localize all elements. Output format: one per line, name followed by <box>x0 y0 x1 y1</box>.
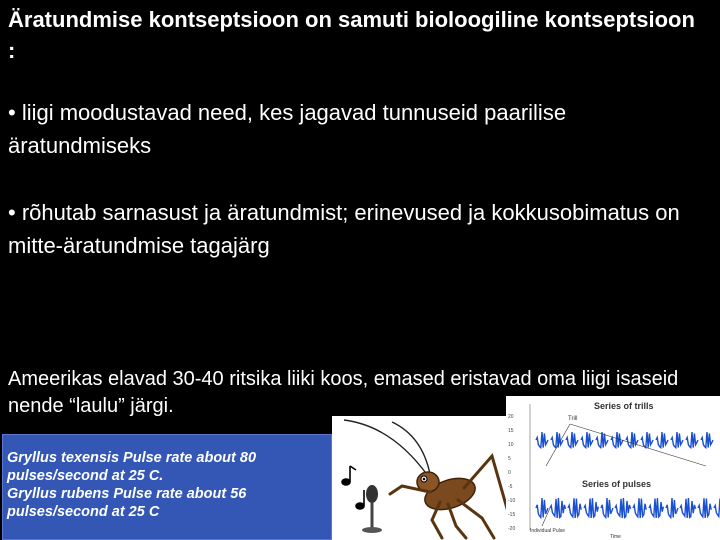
y-tick-label: 15 <box>508 428 514 434</box>
waveform-burst <box>686 432 698 448</box>
y-tick-label: 0 <box>508 470 511 476</box>
waveform-burst <box>671 432 683 448</box>
waveform-burst <box>536 498 548 518</box>
trill-label: Trill <box>568 416 578 422</box>
singing-cricket-illustration <box>332 416 514 540</box>
bullet-mate-recognition: • liigi moodustavad need, kes jagavad tunnuseid paarilise äratundmiseks <box>8 100 567 158</box>
waveform-burst <box>698 498 711 518</box>
y-tick-label: -5 <box>508 484 513 490</box>
song-waveform-graph <box>506 396 720 540</box>
cricket-note: Ameerikas elavad 30-40 ritsika liiki koos, emased eristavad oma liigi isaseid nende “laulu” järgi. <box>8 368 679 417</box>
pulse-waveform <box>536 498 720 518</box>
waveform-burst <box>701 432 713 448</box>
species-line: Gryllus texensis Pulse rate about 80 <box>7 450 257 466</box>
y-tick-label: 20 <box>508 414 514 420</box>
trill-waveform <box>536 432 713 448</box>
waveform-burst <box>596 432 608 448</box>
waveform-burst <box>680 498 696 518</box>
species-line: Gryllus rubens Pulse rate about 56 <box>7 486 247 502</box>
waveform-svg <box>506 396 720 540</box>
species-line: pulses/second at 25 C. <box>7 468 164 484</box>
waveform-burst <box>615 498 631 518</box>
music-note-icon <box>342 466 364 509</box>
y-tick-label: -20 <box>508 526 516 532</box>
bullet-similarity-recognition: • rõhutab sarnasust ja äratundmist; erinevused ja kokkusobimatus on mitte-äratundmise tagajärg <box>8 200 680 258</box>
slide-title: Äratundmise kontseptsioon on samuti bioloogiline kontseptsioon : <box>8 7 695 63</box>
species-pulse-box <box>2 434 332 540</box>
species-line: pulses/second at 25 C <box>7 504 160 520</box>
microphone-icon <box>362 485 382 533</box>
waveform-burst <box>666 498 678 518</box>
time-axis-label: Time <box>610 534 621 540</box>
y-tick-label: 10 <box>508 442 514 448</box>
waveform-burst <box>566 432 578 448</box>
cricket-icon <box>332 416 514 540</box>
graph-title-trills: Series of trills <box>594 401 654 411</box>
waveform-burst <box>550 498 566 518</box>
y-tick-label: -10 <box>508 498 516 504</box>
y-tick-labels <box>508 414 515 532</box>
waveform-burst <box>584 498 598 518</box>
graph-title-pulses: Series of pulses <box>582 479 652 489</box>
waveform-burst <box>641 432 653 448</box>
waveform-burst <box>633 498 646 518</box>
waveform-burst <box>626 432 638 448</box>
y-tick-label: 5 <box>508 456 511 462</box>
waveform-burst <box>568 498 581 518</box>
individual-pulse-label: Individual Pulse <box>530 528 566 534</box>
y-tick-label: -15 <box>508 512 516 518</box>
waveform-burst <box>714 498 720 518</box>
waveform-burst <box>581 432 593 448</box>
waveform-burst <box>656 432 668 448</box>
waveform-burst <box>601 498 613 518</box>
waveform-burst <box>649 498 663 518</box>
trill-pointer <box>546 424 570 466</box>
waveform-burst <box>536 432 548 448</box>
